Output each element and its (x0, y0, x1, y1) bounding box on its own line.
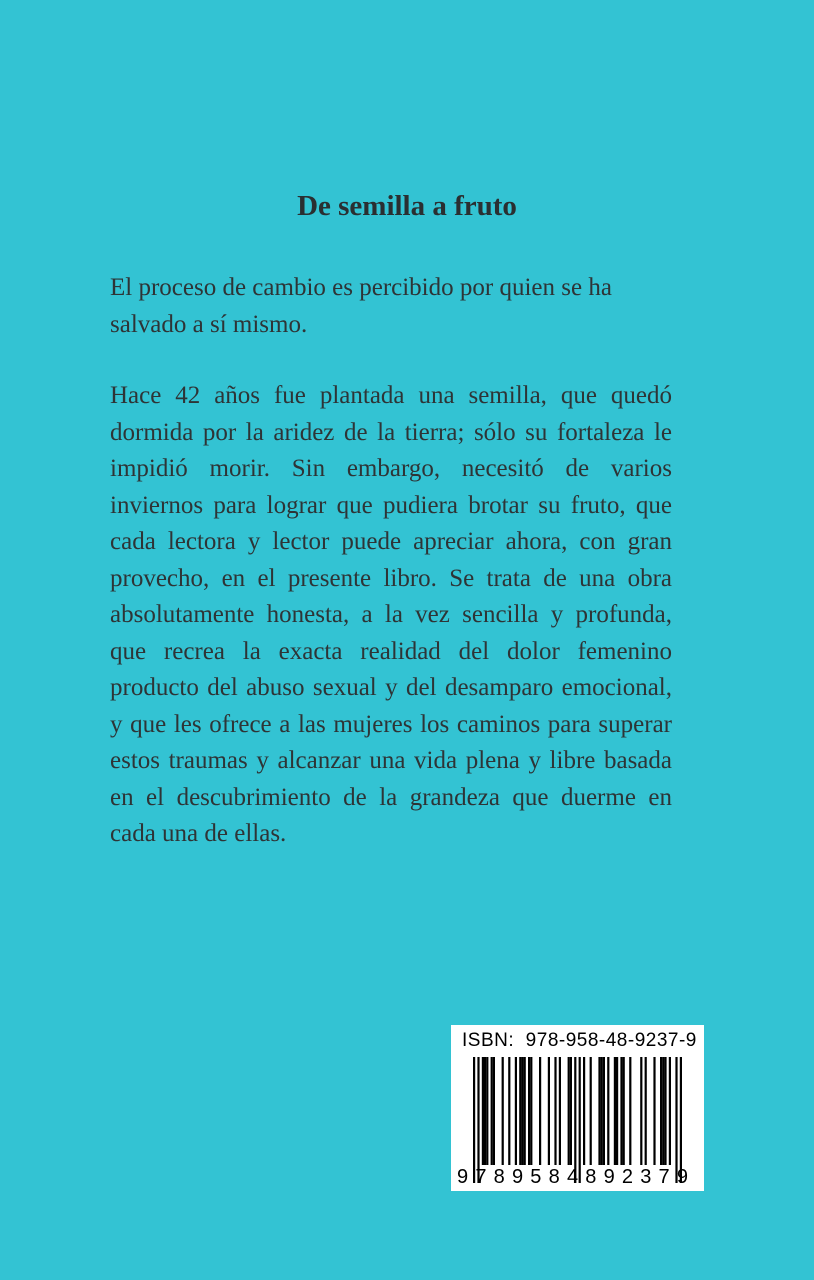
barcode-bar (675, 1057, 677, 1183)
isbn-label: ISBN: 978-958-48-9237-9 (462, 1030, 697, 1051)
barcode-bar (528, 1057, 530, 1165)
description-paragraph: Hace 42 años fue plantada una semilla, que quedó dormida por la aridez de la tierra; sólo su fortaleza le impidió morir. Sin embargo, necesitó de varios inviernos para lograr que pudiera brotar su fruto, que cada lectora y lector puede apreciar ahora, con gran provecho, en el presente libro. Se trata de una obra absolutamente honesta, a la vez sencilla y profunda, que recrea la exacta realidad del dolor femenino producto del abuso sexual y del desamparo emocional, y que les ofrece a las mujeres los caminos para superar estos traumas y alcanzar una vida plena y libre basada en el descubrimiento de la grandeza que duerme en cada una de ellas. (110, 382, 672, 847)
barcode-bar (521, 1057, 523, 1165)
barcode-bar (614, 1057, 616, 1165)
barcode-bar (664, 1057, 666, 1165)
barcode-bar (484, 1057, 486, 1165)
barcode-bar (645, 1057, 647, 1165)
barcode-bar (601, 1057, 603, 1165)
barcode-bar (662, 1057, 664, 1165)
barcode-bar (669, 1057, 671, 1165)
barcode-bar (653, 1057, 655, 1165)
barcode-bar (502, 1057, 504, 1165)
book-title: De semilla a fruto (297, 190, 517, 222)
barcode-digits: 9789584892379 (457, 1166, 696, 1188)
barcode-bar (559, 1057, 561, 1165)
barcode-bar (603, 1057, 605, 1165)
barcode-bar (473, 1057, 475, 1183)
barcode-bar (616, 1057, 618, 1165)
barcode-bar (491, 1057, 493, 1165)
barcode-bar (493, 1057, 495, 1165)
barcode-bar (524, 1057, 526, 1165)
barcode-bar (554, 1057, 556, 1165)
barcode-bar (568, 1057, 570, 1165)
barcode-bar (598, 1057, 600, 1165)
barcode-bar (629, 1057, 631, 1165)
barcode-bar (640, 1057, 642, 1165)
barcode-bar (539, 1057, 541, 1165)
barcode-bar (579, 1057, 581, 1183)
barcode-bar (607, 1057, 609, 1165)
barcode-bar (590, 1057, 592, 1165)
barcode-bar (482, 1057, 484, 1165)
barcode-bar (530, 1057, 532, 1165)
barcode-bar (583, 1057, 585, 1165)
barcode-bar (660, 1057, 662, 1165)
barcode-bar (548, 1057, 550, 1165)
barcode-bar (477, 1057, 479, 1183)
barcode-bar (574, 1057, 576, 1183)
barcode-bar (620, 1057, 622, 1165)
barcode-bar (680, 1057, 682, 1183)
isbn-barcode (451, 1025, 704, 1191)
barcode-bar (570, 1057, 572, 1165)
barcode-bar (623, 1057, 625, 1165)
barcode-bar (486, 1057, 488, 1165)
barcode-bar (508, 1057, 510, 1165)
barcode-bar (515, 1057, 517, 1165)
barcode-bar (519, 1057, 521, 1165)
intro-paragraph: El proceso de cambio es percibido por quien se ha salvado a sí mismo. (110, 274, 612, 338)
